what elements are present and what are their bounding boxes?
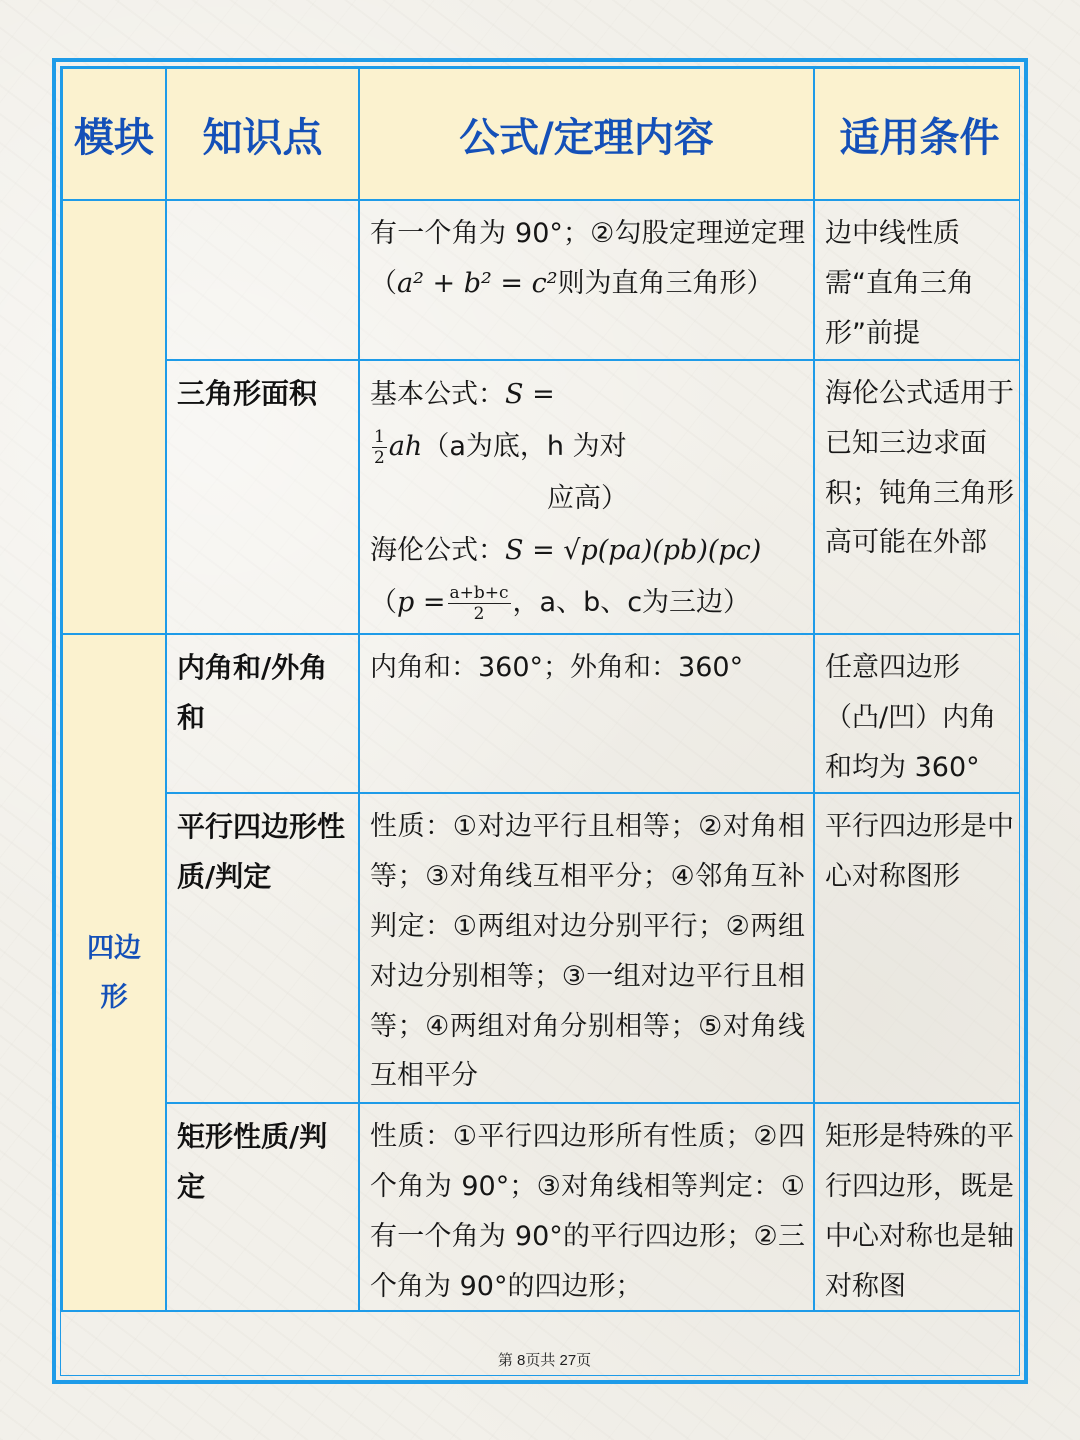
condition-cell: [814, 1103, 1020, 1311]
table-frame: [52, 58, 1028, 1384]
formula-table: [61, 67, 1020, 1312]
knowledge-text: [167, 201, 358, 209]
heron-formula: S = √p(pa)(pb)(pc): [505, 535, 762, 566]
page-number-footer: 第 8页共 27页: [497, 1352, 592, 1369]
content-cell: [359, 200, 814, 360]
table-frame-inner: [60, 66, 1020, 1376]
content-text: 性质：①平行四边形所有性质；②四个角为 90°；③对角线相等判定：①有一个角为 90°的平行四边形；②三个角为 90°的四边形；: [370, 1121, 805, 1302]
table-header-row: [62, 68, 1020, 200]
knowledge-text: 平行四边形性质/判定: [177, 810, 346, 894]
header-knowledge-point: 知识点: [166, 68, 359, 200]
module-cell-quadrilateral: [62, 634, 166, 1311]
basic-formula-note-cont: 应高）: [547, 483, 628, 514]
header-module: 模块: [62, 68, 166, 200]
content-cell: [359, 360, 814, 634]
table-row: [62, 200, 1020, 360]
table-row: [62, 1103, 1020, 1311]
condition-text: 矩形是特殊的平行四边形，既是中心对称也是轴对称图: [825, 1121, 1014, 1302]
knowledge-cell: [166, 1103, 359, 1311]
heron-p: p =: [397, 587, 446, 618]
basic-formula-label: 基本公式：: [370, 379, 505, 410]
basic-formula-s: S =: [505, 379, 555, 410]
content-text: [360, 361, 813, 629]
condition-cell: [814, 793, 1020, 1103]
condition-text: 边中线性质需“直角三角形”前提: [825, 218, 974, 349]
header-condition: 适用条件: [814, 68, 1020, 200]
content-text: [360, 201, 813, 309]
heron-formula-label: 海伦公式：: [370, 535, 505, 566]
content-text: 内角和：360°；外角和：360°: [370, 652, 744, 683]
condition-cell: [814, 200, 1020, 360]
content-text: 性质：①对边平行且相等；②对角相等；③对角线互相平分；④邻角互补判定：①两组对边分别平行；②两组对边分别相等；③一组对边平行且相等；④两组对角分别相等；⑤对角线互相平分: [370, 811, 805, 1092]
condition-text: 海伦公式适用于已知三边求面积；钝角三角形高可能在外部: [825, 378, 1014, 559]
condition-text: 平行四边形是中心对称图形: [825, 811, 1014, 893]
content-part-b: 则为直角三角形）: [557, 267, 774, 299]
table-row: [62, 793, 1020, 1103]
pythagoras-formula: a² + b² = c²: [397, 267, 558, 299]
half-fraction: $\frac{1}{2}$: [374, 427, 385, 468]
knowledge-cell: [166, 200, 359, 360]
knowledge-text: 矩形性质/判定: [177, 1120, 328, 1204]
module-cell-triangle: [62, 200, 166, 634]
condition-cell: [814, 360, 1020, 634]
module-label-quadrilateral: 四边形: [87, 932, 141, 1013]
heron-note-close: ，a、b、c为三边）: [512, 587, 751, 618]
content-part-a: 有一个角为 90°；②勾股定理逆定理（: [370, 218, 805, 299]
content-cell: [359, 1103, 814, 1311]
condition-text: 任意四边形（凸/凹）内角和均为 360°: [825, 652, 997, 783]
knowledge-cell: [166, 634, 359, 793]
header-formula-content: 公式/定理内容: [359, 68, 814, 200]
basic-formula-note: （a为底，h 为对: [422, 431, 627, 462]
table-row: [62, 634, 1020, 793]
table-row: [62, 360, 1020, 634]
heron-fraction: $\frac{a+b+c}{2}$: [449, 583, 509, 624]
heron-note-open: （: [370, 587, 397, 618]
knowledge-text: 内角和/外角和: [177, 651, 328, 734]
content-cell: [359, 634, 814, 793]
knowledge-cell: [166, 793, 359, 1103]
knowledge-text: 三角形面积: [177, 377, 318, 410]
knowledge-cell: [166, 360, 359, 634]
content-cell: [359, 793, 814, 1103]
condition-cell: [814, 634, 1020, 793]
basic-formula-ah: ah: [388, 431, 423, 462]
